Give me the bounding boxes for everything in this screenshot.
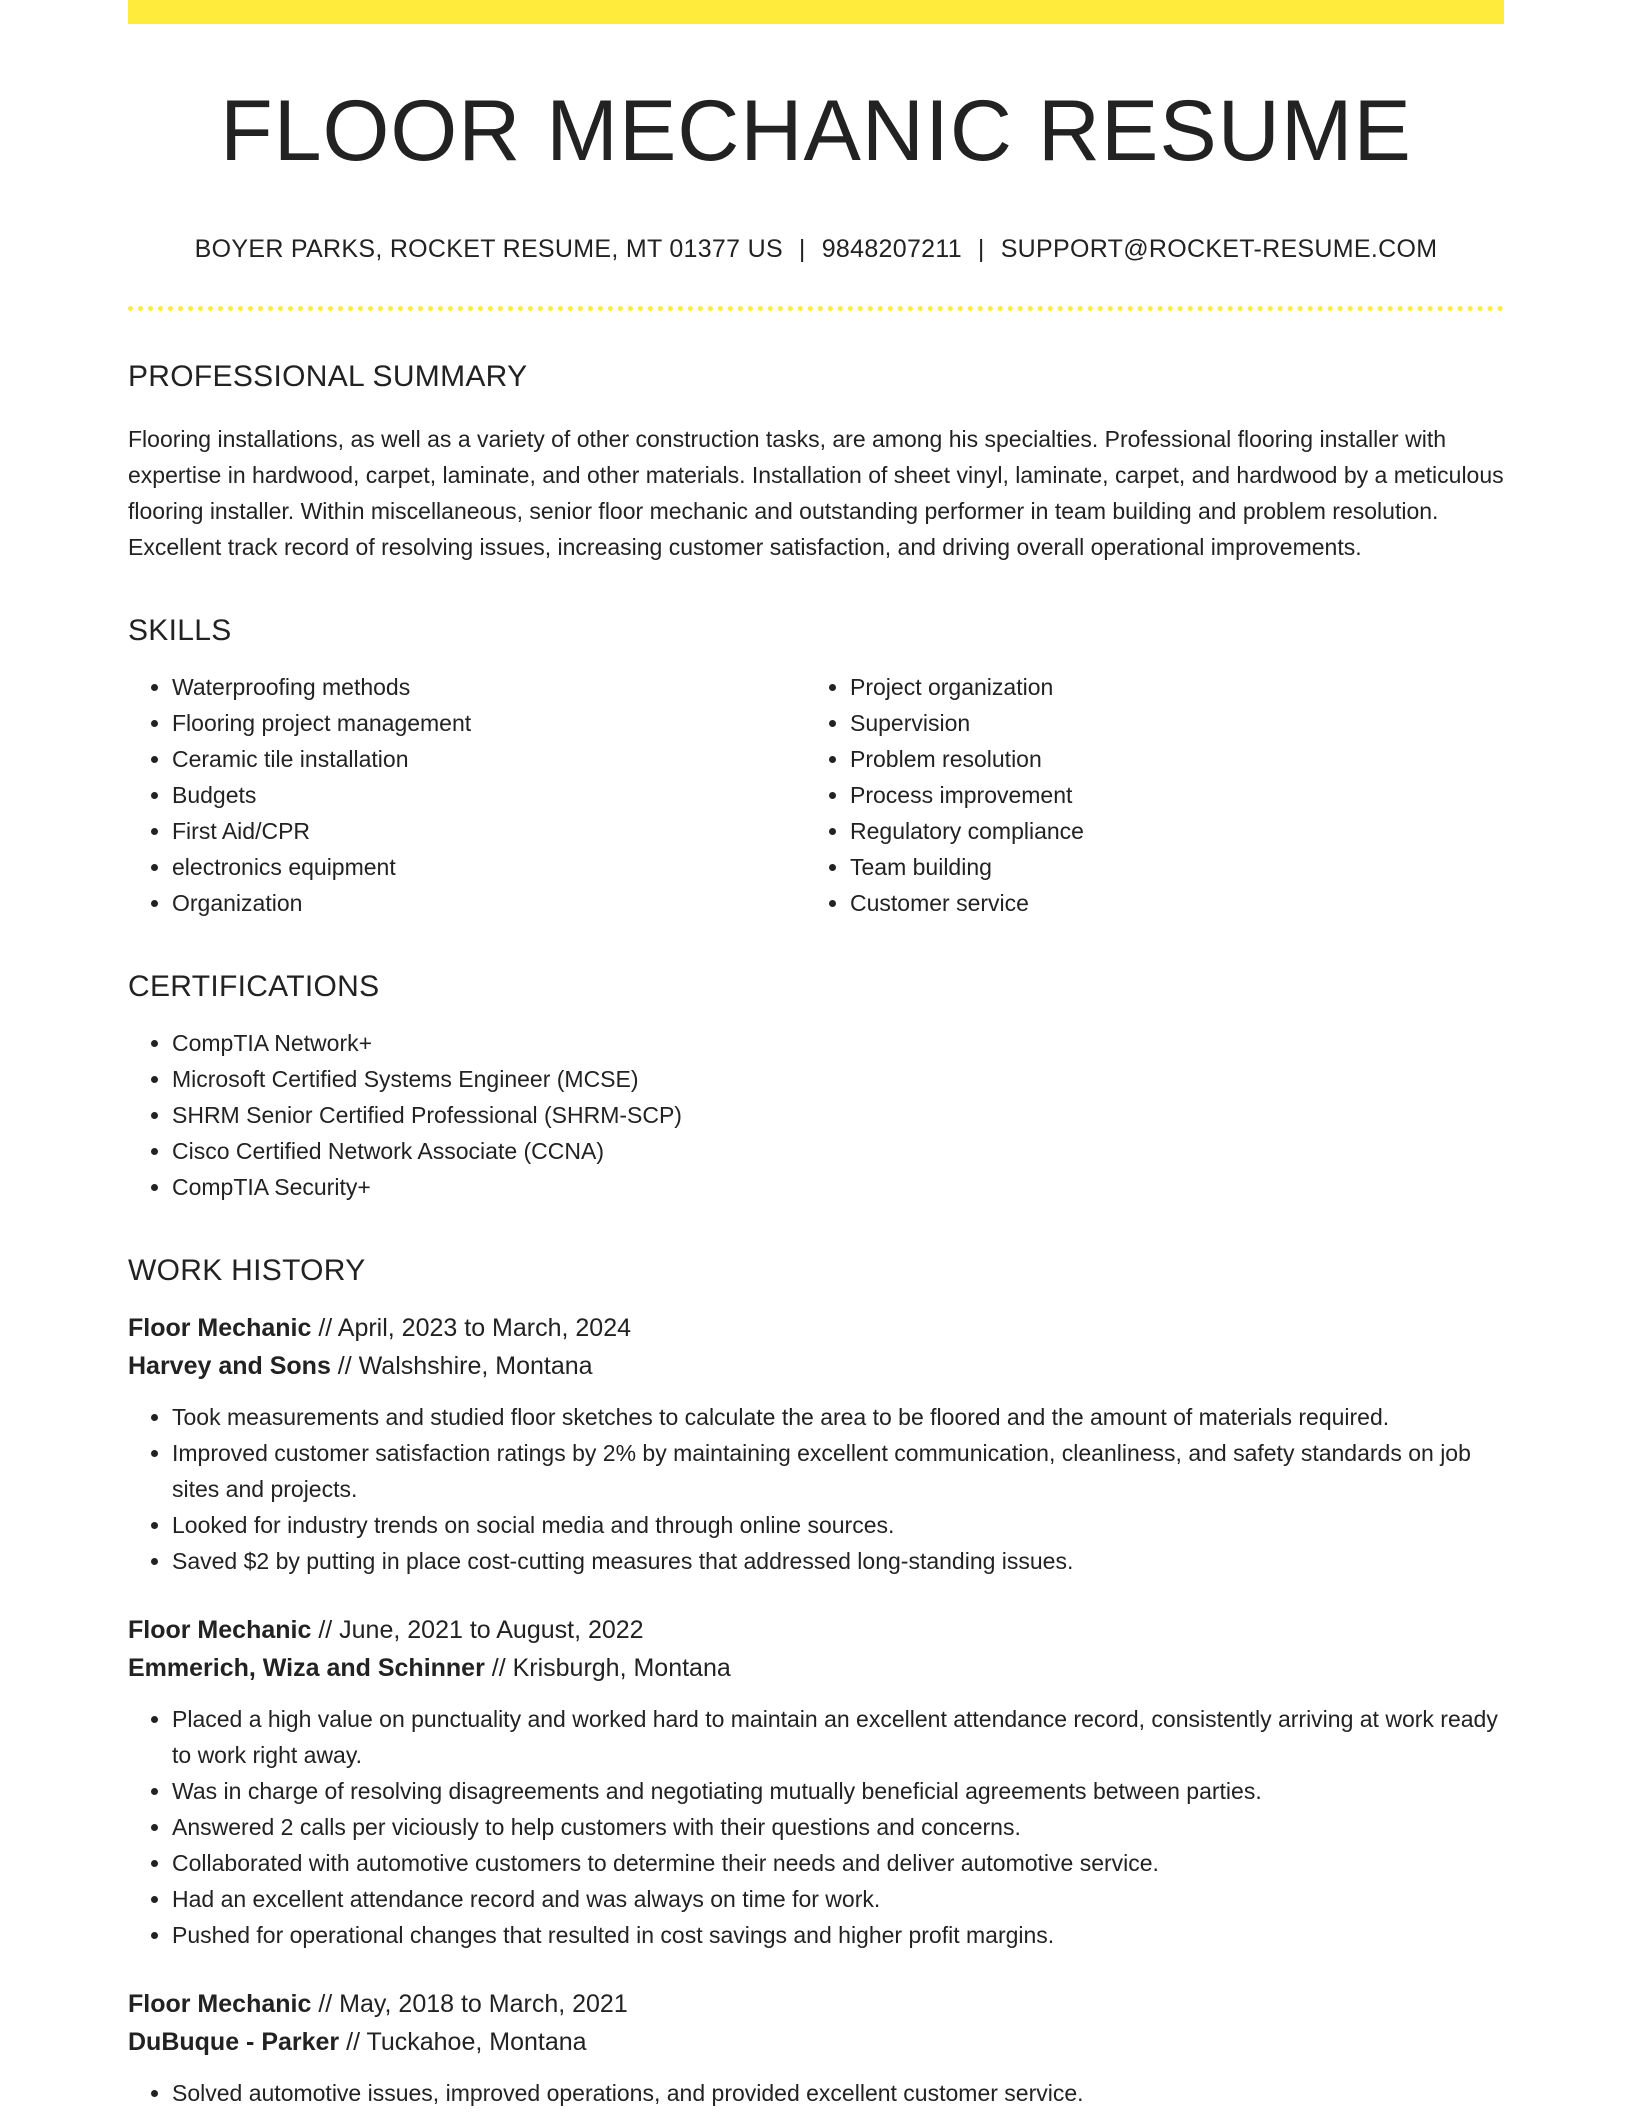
job-bullet: • Answered 2 calls per viciously to help customers with their questions and concerns. (172, 1809, 1504, 1845)
resume-page (128, 0, 1504, 2111)
certification-item: • CompTIA Security+ (172, 1169, 1504, 1205)
certifications-list (128, 1025, 1504, 1205)
contact-line (128, 235, 1504, 264)
job-role-line (128, 1611, 1504, 1649)
skill-item: • Budgets (172, 777, 806, 813)
skill-item: • Supervision (850, 705, 1484, 741)
certification-item: • SHRM Senior Certified Professional (SHRM-SCP) (172, 1097, 1504, 1133)
job-bullet: • Solved automotive issues, improved operations, and provided excellent customer service. (172, 2075, 1504, 2111)
job-dates: // June, 2021 to August, 2022 (311, 1615, 644, 1644)
skill-item: • Waterproofing methods (172, 669, 806, 705)
skill-item: • Customer service (850, 885, 1484, 921)
job-role: Floor Mechanic (128, 1615, 312, 1644)
skill-item: • Organization (172, 885, 806, 921)
top-accent-bar (128, 0, 1504, 24)
job-entry (128, 1985, 1504, 2111)
certification-item: • Cisco Certified Network Associate (CCNA) (172, 1133, 1504, 1169)
job-role-line (128, 1309, 1504, 1347)
job-company: DuBuque - Parker (128, 2027, 340, 2056)
job-role: Floor Mechanic (128, 1989, 312, 2018)
contact-separator: | (798, 234, 806, 263)
job-company: Emmerich, Wiza and Schinner (128, 1653, 485, 1682)
summary-heading: PROFESSIONAL SUMMARY (128, 359, 528, 393)
skills-right-column (806, 669, 1484, 921)
job-bullet: • Saved $2 by putting in place cost-cutting measures that addressed long-standing issues. (172, 1543, 1504, 1579)
certification-item: • CompTIA Network+ (172, 1025, 1504, 1061)
job-dates: // April, 2023 to March, 2024 (311, 1313, 632, 1342)
job-dates: // May, 2018 to March, 2021 (311, 1989, 628, 2018)
job-company: Harvey and Sons (128, 1351, 331, 1380)
certifications-heading: CERTIFICATIONS (128, 969, 380, 1003)
job-bullet: • Looked for industry trends on social media and through online sources. (172, 1507, 1504, 1543)
job-entry (128, 1611, 1504, 1953)
job-bullet: • Improved customer satisfaction ratings by 2% by maintaining excellent communication, cleanliness, and safety standards on job sites and projects. (172, 1435, 1504, 1507)
job-role-line (128, 1985, 1504, 2023)
contact-separator: | (977, 234, 985, 263)
skills-heading: SKILLS (128, 613, 232, 647)
contact-phone: 9848207211 (821, 234, 962, 263)
skill-item: • Ceramic tile installation (172, 741, 806, 777)
skill-item: • Regulatory compliance (850, 813, 1484, 849)
job-bullets (128, 2075, 1504, 2111)
job-bullet: • Had an excellent attendance record and was always on time for work. (172, 1881, 1504, 1917)
certification-item: • Microsoft Certified Systems Engineer (MCSE) (172, 1061, 1504, 1097)
skill-item: • First Aid/CPR (172, 813, 806, 849)
skill-item: • electronics equipment (172, 849, 806, 885)
job-bullet: • Was in charge of resolving disagreements and negotiating mutually beneficial agreements between parties. (172, 1773, 1504, 1809)
job-bullets (128, 1399, 1504, 1579)
skill-item: • Flooring project management (172, 705, 806, 741)
summary-text: Flooring installations, as well as a variety of other construction tasks, are among his specialties. Professional flooring installer with expertise in hardwood, carpet, laminate, and other materials. Installation of sheet vinyl, laminate, carpet, and hardwood by a meticulous flooring installer. Within miscellaneous, senior floor mechanic and outstanding performer in team building and problem resolution. Excellent track record of resolving issues, increasing customer satisfaction, and driving overall operational improvements. (128, 425, 1504, 560)
skill-item: • Project organization (850, 669, 1484, 705)
work-history-heading: WORK HISTORY (128, 1253, 366, 1287)
job-role: Floor Mechanic (128, 1313, 312, 1342)
job-location: // Walshshire, Montana (330, 1351, 593, 1380)
dotted-divider (128, 306, 1504, 311)
resume-title: FLOOR MECHANIC RESUME (220, 83, 1412, 179)
job-bullet: • Placed a high value on punctuality and worked hard to maintain an excellent attendance record, consistently arriving at work ready to work right away. (172, 1701, 1504, 1773)
job-entry (128, 1309, 1504, 1579)
skill-item: • Problem resolution (850, 741, 1484, 777)
job-company-line (128, 2023, 1504, 2061)
job-bullets (128, 1701, 1504, 1953)
contact-email: SUPPORT@ROCKET-RESUME.COM (1000, 234, 1438, 263)
skills-list (128, 649, 1504, 921)
job-bullet: • Collaborated with automotive customers to determine their needs and deliver automotive service. (172, 1845, 1504, 1881)
job-bullet: • Pushed for operational changes that resulted in cost savings and higher profit margins. (172, 1917, 1504, 1953)
job-company-line (128, 1649, 1504, 1687)
job-company-line (128, 1347, 1504, 1385)
skill-item: • Team building (850, 849, 1484, 885)
job-location: // Krisburgh, Montana (484, 1653, 731, 1682)
job-bullet: • Took measurements and studied floor sketches to calculate the area to be floored and the amount of materials required. (172, 1399, 1504, 1435)
skill-item: • Process improvement (850, 777, 1484, 813)
job-location: // Tuckahoe, Montana (339, 2027, 587, 2056)
contact-address: BOYER PARKS, ROCKET RESUME, MT 01377 US (194, 234, 783, 263)
skills-left-column (128, 669, 806, 921)
